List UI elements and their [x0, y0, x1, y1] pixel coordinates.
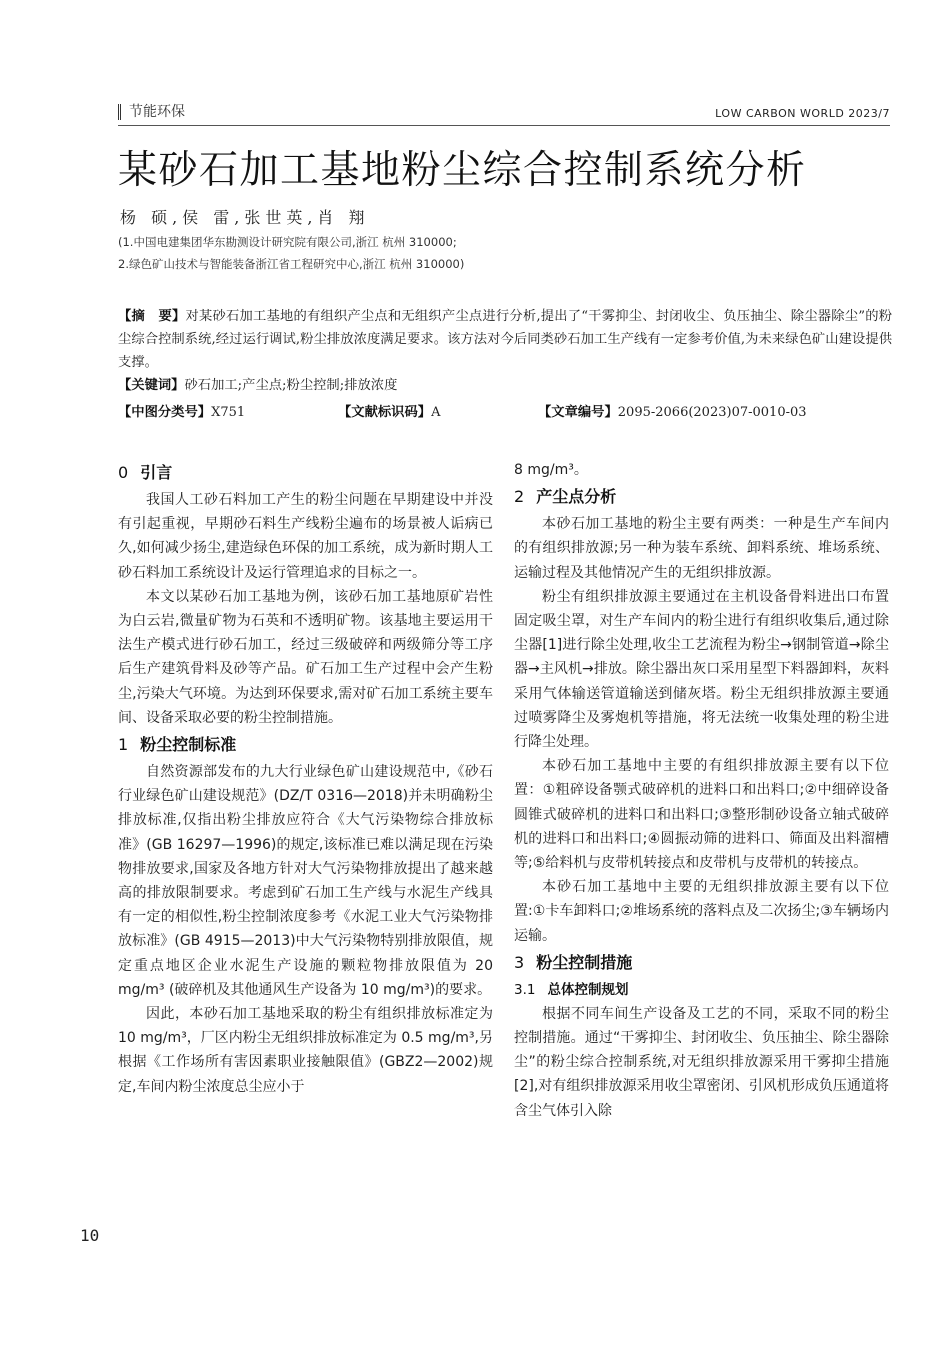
section-3-heading [514, 950, 889, 976]
paragraph: 我国人工砂石料加工产生的粉尘问题在早期建设中并没有引起重视，早期砂石料生产线粉尘遍布的场景被人诟病已久,如何减少扬尘,建造绿色环保的加工系统，成为新时期人工砂石料加工系统设计及运行管理追求的目标之一。 [118, 492, 493, 581]
section-0-title: 引言 [140, 463, 173, 482]
article-title: 某砂石加工基地粉尘综合控制系统分析 [118, 148, 807, 193]
paragraph: 本砂石加工基地中主要的有组织排放源主要有以下位置：①粗碎设备颚式破碎机的进料口和出料口;②中细碎设备圆锥式破碎机的进料口和出料口;③整形制砂设备立轴式破碎机的进料口和出料口;④圆振动筛的进料口、筛面及出料溜槽等;⑤给料机与皮带机转接点和皮带机与皮带机的转接点。 [514, 758, 889, 872]
paragraph: 自然资源部发布的九大行业绿色矿山建设规范中,《砂石行业绿色矿山建设规范》(DZ/T 0316—2018)并未明确粉尘排放标准,仅指出粉尘排放应符合《大气污染物综合排放标准》(GB 16297—1996)的规定,该标准已难以满足现在污染物排放要求,国家及各地方针对大气污染物排放提出了越来越高的排放限制要求。考虑到矿石加工生产线与水泥生产线具有一定的相似性,粉尘控制浓度参考《水泥工业大气污染物排放标准》(GB 4915—2013)中大气污染物特别排放限值，规定重点地区企业水泥生产设施的颗粒物排放限值为 20 mg/m³ (破碎机及其他通风生产设备为 10 mg/m³)的要求。 [118, 764, 493, 998]
section-0-heading [118, 460, 493, 486]
subsection-3-1-title: 总体控制规划 [547, 981, 629, 998]
keywords [118, 374, 892, 397]
document-code [338, 401, 440, 420]
section-1-number: 1 [118, 735, 129, 755]
subsection-3-1-number: 3.1 [514, 981, 536, 998]
keywords-text: 砂石加工;产尘点;粉尘控制;排放浓度 [184, 378, 398, 393]
abstract-text: 对某砂石加工基地的有组织产尘点和无组织产尘点进行分析,提出了“干雾抑尘、封闭收尘、负压抽尘、除尘器除尘”的粉尘综合控制系统,经过运行调试,粉尘排放浓度满足要求。该方法对今后同类砂石加工生产线有一定参考价值,为未来绿色矿山建设提供支撑。 [118, 309, 892, 370]
paragraph: 本砂石加工基地中主要的无组织排放源主要有以下位置:①卡车卸料口;②堆场系统的落料点及二次扬尘;③车辆场内运输。 [514, 879, 889, 944]
journal-issue: LOW CARBON WORLD 2023/7 [715, 107, 890, 120]
affiliation-2: 2.绿色矿山技术与智能装备浙江省工程研究中心,浙江 杭州 310000) [118, 257, 465, 271]
paragraph: 根据不同车间生产设备及工艺的不同，采取不同的粉尘控制措施。通过“干雾抑尘、封闭收尘、负压抽尘、除尘器除尘”的粉尘综合控制系统,对无组织排放源采用干雾抑尘措施[2],对有组织排放源采用收尘罩密闭、引风机形成负压通道将含尘气体引入除 [514, 1005, 889, 1119]
section-1-title: 粉尘控制标准 [140, 735, 237, 755]
section-2-heading [514, 484, 889, 510]
authors: 杨 硕,侯 雷,张世英,肖 翔 [120, 208, 370, 227]
clc-value: X751 [211, 405, 246, 420]
section-1-heading [118, 732, 493, 758]
abstract-label: 【摘 要】 [118, 309, 186, 324]
doc-value: A [431, 405, 441, 420]
right-column [514, 458, 889, 1123]
left-column [118, 458, 493, 1099]
section-3-number: 3 [514, 952, 525, 972]
paragraph: 8 mg/m³。 [514, 462, 588, 478]
header-divider [118, 125, 890, 126]
article-label: 【文章编号】 [538, 405, 618, 420]
clc-label: 【中图分类号】 [118, 405, 212, 420]
paragraph: 因此，本砂石加工基地采取的粉尘有组织排放标准定为 10 mg/m³，厂区内粉尘无组织排放标准定为 0.5 mg/m³,另根据《工作场所有害因素职业接触限值》(GBZ2—2002)规定,车间内粉尘浓度总尘应小于 [118, 1006, 493, 1095]
paragraph: 粉尘有组织排放源主要通过在主机设备骨料进出口布置固定吸尘罩，对生产车间内的粉尘进行有组织收集后,通过除尘器[1]进行除尘处理,收尘工艺流程为粉尘→钢制管道→除尘器→主风机→排放。除尘器出灰口采用星型下料器卸料，灰料采用气体输送管道输送到储灰塔。粉尘无组织排放源主要通过喷雾降尘及雾炮机等措施，将无法统一收集处理的粉尘进行降尘处理。 [514, 588, 889, 751]
article-number [538, 401, 807, 420]
page-number: 10 [80, 1226, 100, 1245]
section-3-title: 粉尘控制措施 [536, 952, 633, 972]
section-2-number: 2 [514, 487, 525, 507]
paragraph: 本砂石加工基地的粉尘主要有两类：一种是生产车间内的有组织排放源;另一种为装车系统、卸料系统、堆场系统、运输过程及其他情况产生的无组织排放源。 [514, 516, 889, 581]
section-label: 节能环保 [118, 104, 185, 120]
abstract-section [118, 305, 892, 397]
clc-number [118, 401, 245, 420]
affiliation-1: (1.中国电建集团华东勘测设计研究院有限公司,浙江 杭州 310000; [118, 235, 457, 249]
section-0-number: 0 [118, 463, 129, 482]
section-2-title: 产尘点分析 [536, 487, 617, 507]
article-value: 2095-2066(2023)07-0010-03 [617, 405, 807, 420]
keywords-label: 【关键词】 [118, 378, 185, 393]
subsection-3-1-heading [514, 978, 889, 1002]
paragraph: 本文以某砂石加工基地为例，该砂石加工基地原矿岩性为白云岩,微量矿物为石英和不透明矿物。该基地主要运用干法生产模式进行砂石加工，经过三级破碎和两级筛分等工序后生产建筑骨料及砂等产品。矿石加工生产过程中会产生粉尘,污染大气环境。为达到环保要求,需对矿石加工系统主要车间、设备采取必要的粉尘控制措施。 [118, 588, 493, 726]
doc-label: 【文献标识码】 [338, 405, 432, 420]
abstract [118, 305, 892, 374]
